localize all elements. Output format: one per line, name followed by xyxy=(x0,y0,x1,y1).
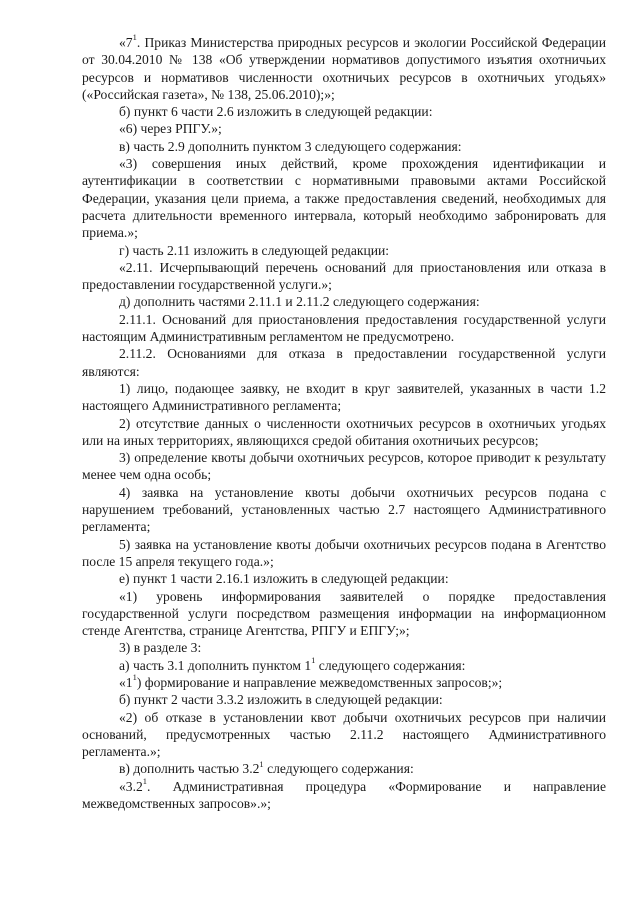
paragraph xyxy=(82,120,606,137)
superscript-text: 1 xyxy=(132,672,137,683)
paragraph xyxy=(82,449,606,484)
paragraph-text: следующего содержания: xyxy=(315,657,466,673)
paragraph-text: «7 xyxy=(119,35,133,50)
paragraph-text: 1) лицо, подающее заявку, не входит в круг заявителей, указанных в части 1.2 настоящего Административного регламента; xyxy=(82,380,606,414)
paragraph-text: ) формирование и направление межведомственных запросов;»; xyxy=(136,674,503,690)
paragraph-text: «1) уровень информирования заявителей о порядке предоставления государственной услуги посредством размещения информации на информационном стенде Агентства, странице Агентства, РПГУ и ЕПГУ;»; xyxy=(82,588,606,639)
paragraph-text: а) часть 3.1 дополнить пунктом 1 xyxy=(119,657,312,673)
paragraph-text: б) пункт 6 части 2.6 изложить в следующей редакции: xyxy=(119,104,433,120)
paragraph xyxy=(82,484,606,536)
paragraph-text: б) пункт 2 части 3.3.2 изложить в следующей редакции: xyxy=(119,692,443,708)
superscript-text: 1 xyxy=(142,776,148,787)
paragraph-text: 3) в разделе 3: xyxy=(119,640,202,656)
paragraph-text: д) дополнить частями 2.11.1 и 2.11.2 следующего содержания: xyxy=(119,294,480,310)
paragraph xyxy=(82,778,606,813)
superscript-text: 1 xyxy=(259,758,264,769)
paragraph-text: 5) заявка на установление квоты добычи охотничьих ресурсов подана в Агентство после 15 апреля текущего года.»; xyxy=(82,536,606,569)
paragraph-text: 2.11.2. Основаниями для отказа в предоставлении государственной услуги являются: xyxy=(82,346,606,379)
paragraph xyxy=(82,345,606,380)
paragraph-text: «3) совершения иных действий, кроме прохождения идентификации и аутентификации в соответствии с нормативными правовыми актами Российской Федерации, указания цели приема, а также предоставления сведений, необходимых для расчета длительности временного интервала, который необходимо забронировать для приема.»; xyxy=(82,156,606,241)
paragraph xyxy=(82,674,606,691)
paragraph-text: в) часть 2.9 дополнить пунктом 3 следующего содержания: xyxy=(119,138,462,154)
paragraph xyxy=(82,138,606,155)
paragraph xyxy=(82,380,606,415)
paragraph-text: г) часть 2.11 изложить в следующей редакции: xyxy=(119,242,390,258)
paragraph xyxy=(82,536,606,571)
paragraph xyxy=(82,691,606,708)
paragraph-text: «6) через РПГУ.»; xyxy=(119,121,222,137)
paragraph-text: е) пункт 1 части 2.16.1 изложить в следующей редакции: xyxy=(119,571,449,587)
paragraph xyxy=(82,34,606,103)
paragraph xyxy=(82,760,606,777)
paragraph-text: . Административная процедура «Формирование и направление межведомственных запросов».»; xyxy=(82,778,606,812)
paragraph xyxy=(82,311,606,346)
paragraph-text: «1 xyxy=(119,674,133,690)
paragraph-text: 2.11.1. Оснований для приостановления предоставления государственной услуги настоящим Административным регламентом не предусмотрено. xyxy=(82,311,606,345)
document-body xyxy=(82,34,606,812)
paragraph-text: 2) отсутствие данных о численности охотничьих ресурсов в охотничьих угодьях или на иных территориях, являющихся средой обитания охотничьих ресурсов; xyxy=(82,415,606,448)
paragraph-text: в) дополнить частью 3.2 xyxy=(119,761,260,777)
paragraph-text: 4) заявка на установление квоты добычи охотничьих ресурсов подана с нарушением требований, установленных частью 2.7 настоящего Административного регламента; xyxy=(82,484,606,535)
paragraph xyxy=(82,588,606,640)
paragraph-text: «2.11. Исчерпывающий перечень оснований для приостановления или отказа в предоставлении государственной услуги.»; xyxy=(82,259,606,293)
paragraph xyxy=(82,570,606,587)
paragraph-text: . Приказ Министерства природных ресурсов и экологии Российской Федерации от 30.04.2010 № 138 «Об утверждении нормативов допустимого изъятия охотничьих ресурсов и нормативов численности охотничьих ресурсов в охотничьих угодьях» («Российская газета», № 138, 25.06.2010);»; xyxy=(82,35,606,102)
paragraph xyxy=(82,709,606,761)
paragraph-text: «2) об отказе в установлении квот добычи охотничьих ресурсов при наличии оснований, предусмотренных частью 2.11.2 настоящего Административного регламента.»; xyxy=(82,709,606,760)
superscript-text: 1 xyxy=(311,655,316,666)
paragraph xyxy=(82,639,606,656)
paragraph-text: следующего содержания: xyxy=(263,761,414,777)
paragraph xyxy=(82,155,606,241)
paragraph-text: 3) определение квоты добычи охотничьих ресурсов, которое приводит к результату менее чем одна особь; xyxy=(82,450,606,483)
paragraph xyxy=(82,242,606,259)
paragraph xyxy=(82,415,606,450)
paragraph-text: «3.2 xyxy=(119,778,143,794)
paragraph xyxy=(82,259,606,294)
paragraph xyxy=(82,657,606,674)
superscript-text: 1 xyxy=(132,32,137,43)
paragraph xyxy=(82,293,606,310)
paragraph xyxy=(82,103,606,120)
